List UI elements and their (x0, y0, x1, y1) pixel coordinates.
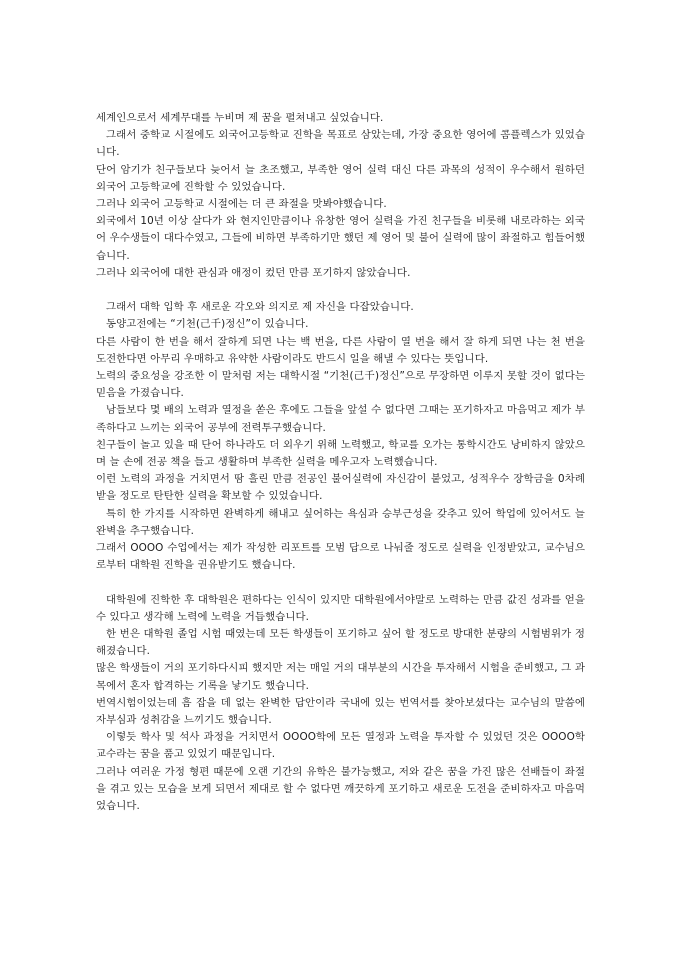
paragraph: 많은 학생들이 거의 포기하다시피 했지만 저는 매일 거의 대부분의 시간을 투자해서 시험을 준비했고, 그 과목에서 혼자 합격하는 기록을 낳기도 했습니다. (96, 662, 585, 692)
paragraph: 친구들이 놀고 있을 때 단어 하나라도 더 외우기 위해 노력했고, 학교를 오가는 통학시간도 낭비하지 않았으며 늘 손에 전공 책을 들고 생활하며 부족한 실력을 메우고자 노력했습니다. (96, 438, 585, 469)
paragraph: 한 번은 대학원 졸업 시험 때였는데 모든 학생들이 포기하고 싶어 할 정도로 방대한 분량의 시험범위가 정해졌습니다. (96, 628, 585, 658)
paragraph: 그래서 중학교 시절에도 외국어고등학교 진학을 목표로 삼았는데, 가장 중요한 영어에 콤플렉스가 있었습니다. (96, 129, 585, 159)
document-body (96, 110, 585, 815)
paragraph: 특히 한 가지를 시작하면 완벽하게 해내고 싶어하는 욕심과 승부근성을 갖추고 있어 학업에 있어서도 늘 완벽을 추구했습니다. (96, 507, 585, 537)
paragraph: 세계인으로서 세계무대를 누비며 제 꿈을 펼쳐내고 싶었습니다. (96, 112, 384, 124)
paragraph-spacer (96, 574, 585, 591)
paragraph: 그래서 OOOO 수업에서는 제가 작성한 리포트를 모범 답으로 나눠줄 정도로 실력을 인정받았고, 교수님으로부터 대학원 진학을 권유받기도 했습니다. (96, 542, 585, 572)
paragraph: 그러나 여러운 가정 형편 때문에 오랜 기간의 유학은 불가능했고, 저와 같은 꿈을 가진 많은 선배들이 좌절을 겪고 있는 모습을 보게 되면서 제대로 할 수 없다면 깨끗하게 포기하고 새로운 도전을 준비하자고 마음먹었습니다. (96, 765, 585, 813)
paragraph: 동양고전에는 “기천(己千)정신”이 있습니다. (106, 318, 309, 331)
paragraph: 그래서 대학 입학 후 새로운 각오와 의지로 제 자신을 다잡았습니다. (106, 301, 414, 314)
paragraph-spacer (96, 282, 585, 299)
paragraph: 이렇듯 학사 및 석사 과정을 거치면서 OOOO학에 모든 열정과 노력을 투자할 수 있었던 것은 OOOO학 교수라는 꿈을 품고 있었기 때문입니다. (96, 731, 585, 761)
paragraph: 남들보다 몇 배의 노력과 열정을 쏟은 후에도 그들을 앞설 수 없다면 그때는 포기하자고 마음먹고 제가 부족하다고 느끼는 외국어 공부에 전력투구했습니다. (96, 404, 585, 434)
paragraph: 단어 암기가 친구들보다 늦어서 늘 초조했고, 부족한 영어 실력 대신 다른 과목의 성적이 우수해서 원하던 외국어 고등학교에 진학할 수 있었습니다. (96, 163, 585, 193)
paragraph: 노력의 중요성을 강조한 이 말처럼 저는 대학시절 “기천(己千)정신”으로 무장하면 이루지 못할 것이 없다는 믿음을 가졌습니다. (96, 370, 585, 400)
paragraph: 번역시험이었는데 흠 잡을 데 없는 완벽한 답안이라 국내에 있는 번역서를 찾아보셨다는 교수님의 말씀에 자부심과 성취감을 느끼기도 했습니다. (96, 696, 585, 727)
paragraph: 그러나 외국어에 대한 관심과 애정이 컸던 만큼 포기하지 않았습니다. (96, 266, 411, 279)
paragraph: 다른 사람이 한 번을 해서 잘하게 되면 나는 백 번을, 다른 사람이 열 번을 해서 잘 하게 되면 나는 천 번을 도전한다면 아무리 우매하고 유약한 사람이라도 반드시 일을 해낼 수 있다는 뜻입니다. (96, 335, 585, 365)
paragraph: 그러나 외국어 고등학교 시절에는 더 큰 좌절을 맛봐야했습니다. (96, 198, 387, 211)
paragraph: 이런 노력의 과정을 거치면서 땀 흘린 만큼 전공인 불어실력에 자신감이 붙었고, 성적우수 장학금을 0차례 받을 정도로 탄탄한 실력을 확보할 수 있었습니다. (96, 473, 585, 503)
paragraph: 외국에서 10년 이상 살다가 와 현지인만큼이나 유창한 영어 실력을 가진 친구들을 비롯해 내로라하는 외국어 우수생들이 대다수였고, 그들에 비하면 부족하기만 했던 제 영어 및 불어 실력에 많이 좌절하고 힘들어했습니다. (96, 215, 585, 262)
paragraph: 대학원에 진학한 후 대학원은 편하다는 인식이 있지만 대학원에서야말로 노력하는 만큼 값진 성과를 얻을 수 있다고 생각해 노력에 노력을 거듭했습니다. (96, 593, 585, 623)
